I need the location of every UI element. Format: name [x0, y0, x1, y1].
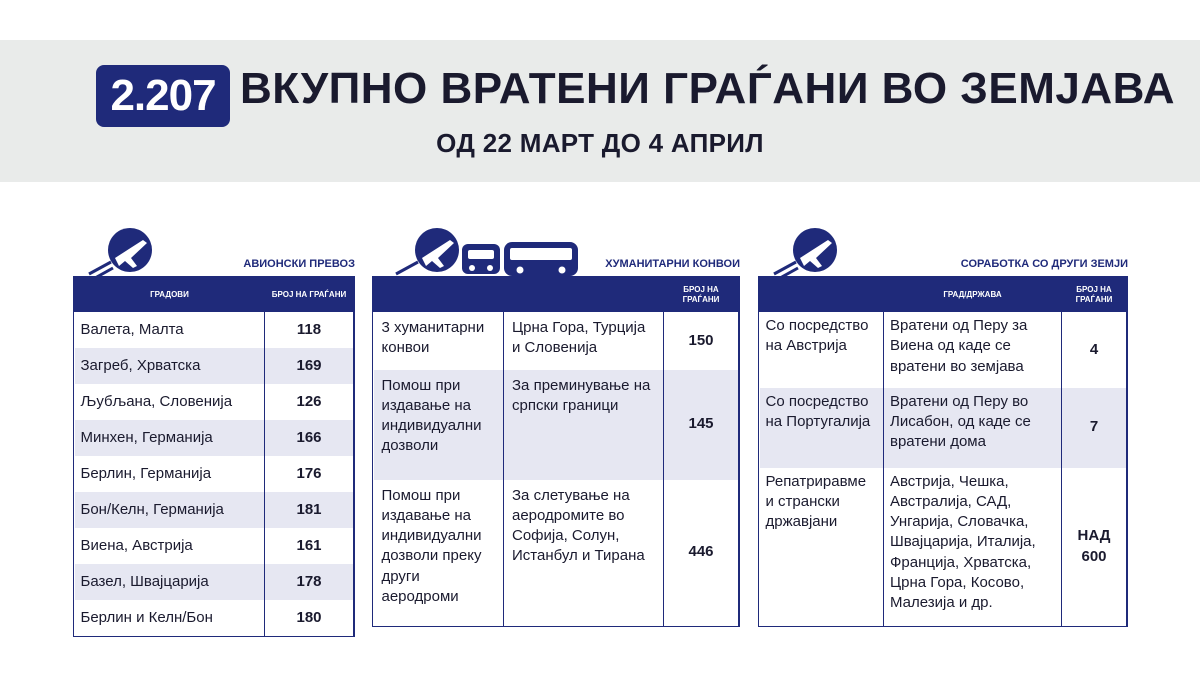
- table-row: [374, 370, 739, 480]
- type-cell: Помош при издавање на индивидуални дозволи преку други аеродроми: [374, 480, 504, 626]
- convoy-icons: [392, 228, 592, 278]
- type-cell: 3 хуманитарни конвои: [374, 312, 504, 370]
- count-cell: 180: [265, 600, 354, 636]
- cars-icon: [462, 244, 500, 274]
- bus-icon: [504, 242, 578, 276]
- col-header-place: ГРАД/ДРЖАВА: [884, 278, 1062, 312]
- detail-cell: Австрија, Чешка, Австралија, САД, Унгарија, Словачка, Швајцарија, Италија, Франција, Хрватска, Црна Гора, Косово, Малезија и др.: [884, 468, 1062, 626]
- convoy-table: [373, 277, 739, 626]
- panel-title: СОРАБОТКА СО ДРУГИ ЗЕМЈИ: [960, 258, 1128, 270]
- count-cell: 7: [1062, 388, 1127, 468]
- count-cell: 145: [664, 370, 739, 480]
- count-cell: 181: [265, 492, 354, 528]
- count-cell: 166: [265, 420, 354, 456]
- city-cell: Берлин, Германија: [75, 456, 265, 492]
- coop-table: [759, 277, 1127, 626]
- table-row: [75, 528, 354, 564]
- panel-title: ХУМАНИТАРНИ КОНВОИ: [605, 258, 740, 270]
- count-cell: 446: [664, 480, 739, 626]
- table-row: [75, 492, 354, 528]
- col-header-city: ГРАДОВИ: [75, 278, 265, 312]
- city-cell: Виена, Австрија: [75, 528, 265, 564]
- table-row: [75, 348, 354, 384]
- table-row: [75, 384, 354, 420]
- count-cell: 169: [265, 348, 354, 384]
- table-row: [374, 312, 739, 370]
- detail-cell: Вратени од Перу за Виена од каде се вратени во земјава: [884, 312, 1062, 388]
- header-banner: [0, 40, 1200, 182]
- via-cell: Репатриравме и странски државјани: [760, 468, 884, 626]
- count-cell: 126: [265, 384, 354, 420]
- city-cell: Валета, Малта: [75, 312, 265, 348]
- airplane-icon: [85, 228, 155, 278]
- detail-cell: Црна Гора, Турција и Словенија: [504, 312, 664, 370]
- city-cell: Берлин и Келн/Бон: [75, 600, 265, 636]
- count-cell: 4: [1062, 312, 1127, 388]
- page-title: ВКУПНО ВРАТЕНИ ГРАЃАНИ ВО ЗЕМЈАВА: [240, 64, 1175, 113]
- convoy-panel: [372, 230, 740, 627]
- city-cell: Љубљана, Словенија: [75, 384, 265, 420]
- count-cell: 178: [265, 564, 354, 600]
- table-row: [374, 480, 739, 626]
- city-cell: Минхен, Германија: [75, 420, 265, 456]
- table-row: [760, 312, 1127, 388]
- airplane-icon: [396, 228, 459, 274]
- page-subtitle: ОД 22 МАРТ ДО 4 АПРИЛ: [436, 128, 764, 158]
- table-row: [75, 600, 354, 636]
- city-cell: Базел, Швајцарија: [75, 564, 265, 600]
- table-row: [760, 388, 1127, 468]
- count-cell: НАД 600: [1062, 468, 1127, 626]
- col-header-count: БРОЈ НА ГРАЃАНИ: [664, 278, 739, 312]
- city-cell: Загреб, Хрватска: [75, 348, 265, 384]
- table-row: [75, 456, 354, 492]
- air-transport-panel: [73, 230, 355, 637]
- table-row: [760, 468, 1127, 626]
- table-row: [75, 312, 354, 348]
- panel-title: АВИОНСКИ ПРЕВОЗ: [243, 258, 355, 270]
- detail-cell: Вратени од Перу во Лисабон, од каде се вратени дома: [884, 388, 1062, 468]
- via-cell: Со посредство на Португалија: [760, 388, 884, 468]
- count-cell: 118: [265, 312, 354, 348]
- count-cell: 150: [664, 312, 739, 370]
- count-cell: 176: [265, 456, 354, 492]
- total-badge: 2.207: [96, 65, 230, 127]
- air-table: [74, 277, 354, 636]
- via-cell: Со посредство на Австрија: [760, 312, 884, 388]
- count-cell: 161: [265, 528, 354, 564]
- detail-cell: За преминување на српски граници: [504, 370, 664, 480]
- airplane-icon: [770, 228, 840, 278]
- cooperation-panel: [758, 230, 1128, 627]
- col-header-count: БРОЈ НА ГРАЃАНИ: [1062, 278, 1127, 312]
- table-row: [75, 420, 354, 456]
- type-cell: Помош при издавање на индивидуални дозволи: [374, 370, 504, 480]
- col-header-count: БРОЈ НА ГРАЃАНИ: [265, 278, 354, 312]
- detail-cell: За слетување на аеродромите во Софија, Солун, Истанбул и Тирана: [504, 480, 664, 626]
- table-row: [75, 564, 354, 600]
- city-cell: Бон/Келн, Германија: [75, 492, 265, 528]
